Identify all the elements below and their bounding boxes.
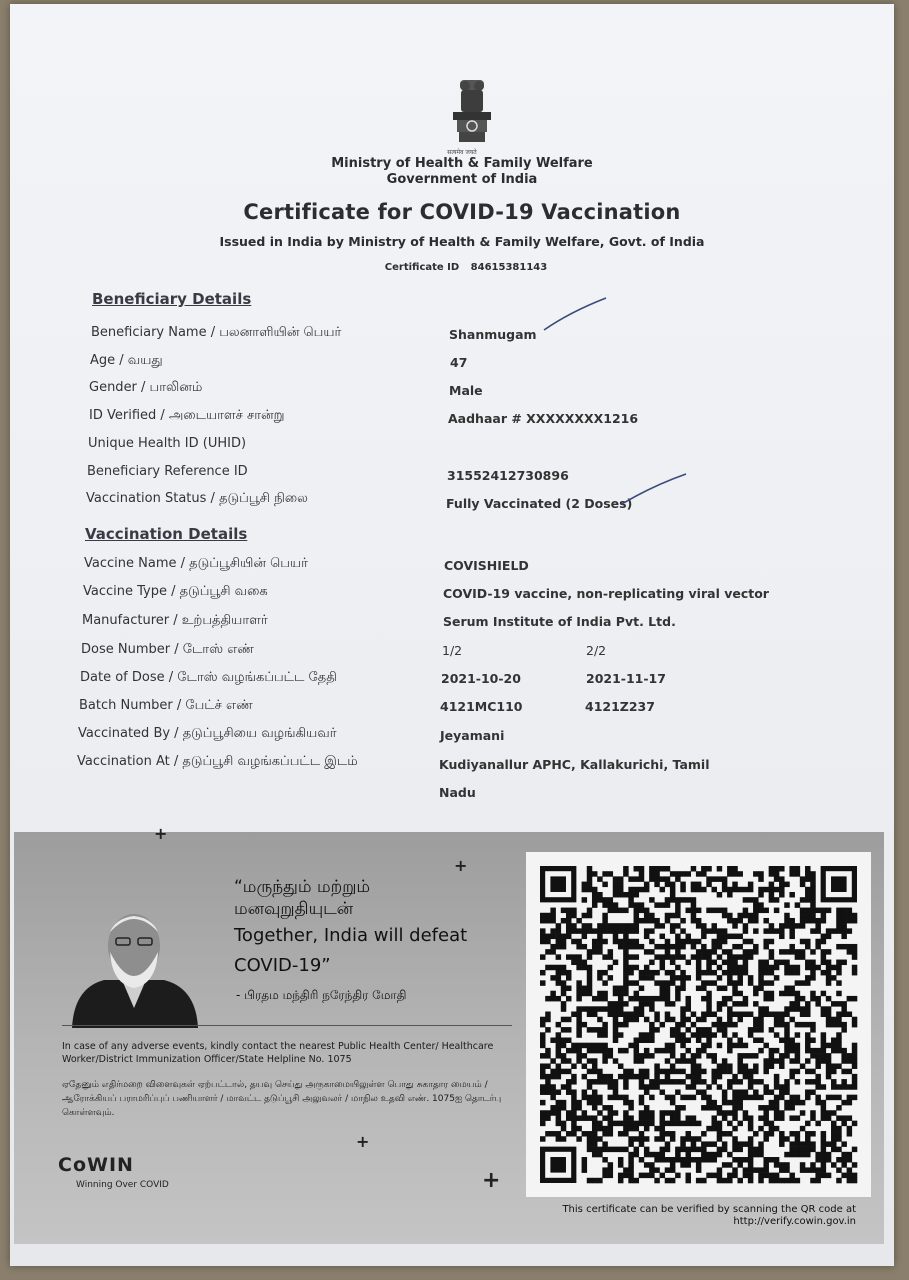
dose1-value: 4121MC110 (440, 699, 523, 714)
dose1-value: Jeyamani (440, 728, 505, 743)
row-label: Date of Dose / டோஸ் வழங்கப்பட்ட தேதி (80, 670, 337, 685)
dose2-value: 4121Z237 (585, 699, 655, 714)
certificate-sheet (10, 4, 894, 1266)
national-emblem-icon (447, 76, 497, 156)
certificate-id-label: Certificate ID (384, 262, 460, 273)
ministry-heading (2, 156, 909, 188)
verification-qr-code[interactable] (526, 852, 871, 1197)
row-label: Manufacturer / உற்பத்தியாளர் (82, 613, 268, 628)
beneficiary-heading: Beneficiary Details (92, 290, 252, 308)
dose1-value: COVISHIELD (444, 558, 529, 573)
quote-english-line1: Together, India will defeat (234, 925, 468, 946)
page-title: Certificate for COVID-19 Vaccination (243, 200, 681, 224)
advisory-banner (14, 824, 884, 1244)
row-label: Vaccine Type / தடுப்பூசி வகை (83, 584, 268, 599)
row-label: ID Verified / அடையாளச் சான்று (89, 408, 285, 423)
advisory-tamil: ஏதேனும் எதிர்மறை விளைவுகள் ஏற்பட்டால், தயவு செய்து அருகாமையிலுள்ள பொது சுகாதார மையம் / ஆரோக்கியப் பராமரிப்புப் பணியாளர் / மாவட்ட தடுப்பூசி அலுவலர் / மாநில உதவி எண். 1075ஐ தொடர்பு கொள்ளவும். (62, 1080, 502, 1118)
row-label: Beneficiary Name / பலனாளியின் பெயர் (91, 325, 342, 340)
row-value: 31552412730896 (447, 468, 569, 483)
row-label: Age / வயது (90, 353, 163, 368)
row-label: Vaccination At / தடுப்பூசி வழங்கப்பட்ட இடம் (77, 754, 358, 769)
divider (62, 1025, 512, 1026)
plus-mark-icon: + (482, 1168, 501, 1193)
dose1-value: Serum Institute of India Pvt. Ltd. (443, 614, 676, 629)
plus-mark-icon: + (154, 824, 168, 843)
row-label: Beneficiary Reference ID (87, 464, 248, 479)
dose1-value: 2021-10-20 (441, 671, 521, 686)
cowin-tagline: Winning Over COVID (76, 1180, 169, 1190)
vaccination-heading: Vaccination Details (85, 525, 248, 543)
plus-mark-icon: + (356, 1132, 370, 1151)
government-name: Government of India (386, 172, 538, 187)
pm-quote (234, 876, 467, 980)
handwritten-tick-icon (618, 472, 690, 510)
advisory-english: In case of any adverse events, kindly contact the nearest Public Health Center/ Healthcare Worker/District Immunization Officer/State Helpline No. 1075 (62, 1041, 494, 1065)
dose1-value: COVID-19 vaccine, non-replicating viral vector (443, 586, 769, 601)
ministry-name: Ministry of Health & Family Welfare (331, 156, 593, 171)
quote-english-line2: COVID-19” (234, 955, 331, 976)
emblem-motto: सत्यमेव जयते (447, 149, 477, 156)
row-value: Male (449, 383, 483, 398)
verify-url[interactable]: http://verify.cowin.gov.in (733, 1216, 856, 1227)
certificate-id (2, 262, 909, 273)
row-label: Vaccine Name / தடுப்பூசியின் பெயர் (84, 556, 308, 571)
dose1-value: Kudiyanallur APHC, Kallakurichi, Tamil (439, 757, 710, 772)
quote-tamil-line1: “மருந்தும் மற்றும் (234, 877, 371, 897)
quote-attribution: - பிரதம மந்திரி நரேந்திர மோதி (236, 988, 407, 1002)
dose2-value: 2021-11-17 (586, 671, 666, 686)
row-label: Batch Number / பேட்ச் எண் (79, 698, 253, 713)
handwritten-tick-icon (540, 296, 610, 336)
location-continuation: Nadu (439, 785, 476, 800)
qr-code-icon (526, 852, 871, 1197)
row-label: Gender / பாலினம் (89, 380, 203, 395)
issued-by: Issued in India by Ministry of Health & Family Welfare, Govt. of India (219, 234, 705, 249)
cowin-logo: CoWIN (58, 1154, 134, 1176)
plus-mark-icon: + (454, 856, 468, 875)
dose2-value: 2/2 (586, 643, 607, 658)
row-label: Vaccination Status / தடுப்பூசி நிலை (86, 491, 308, 506)
row-label: Unique Health ID (UHID) (88, 436, 247, 451)
row-label: Dose Number / டோஸ் எண் (81, 642, 254, 657)
prime-minister-portrait-icon (64, 888, 204, 1028)
row-value: Shanmugam (449, 327, 537, 342)
row-value: 47 (450, 355, 468, 370)
certificate-id-value: 84615381143 (470, 262, 548, 273)
row-label: Vaccinated By / தடுப்பூசியை வழங்கியவர் (78, 726, 337, 741)
row-value: Fully Vaccinated (2 Doses) (446, 496, 633, 511)
row-value: Aadhaar # XXXXXXXX1216 (448, 411, 639, 426)
verify-text: This certificate can be verified by scanning the QR code at (562, 1204, 856, 1215)
verify-note (536, 1204, 856, 1228)
quote-tamil-line2: மனவுறுதியுடன் (234, 899, 354, 919)
dose1-value: 1/2 (442, 643, 463, 658)
